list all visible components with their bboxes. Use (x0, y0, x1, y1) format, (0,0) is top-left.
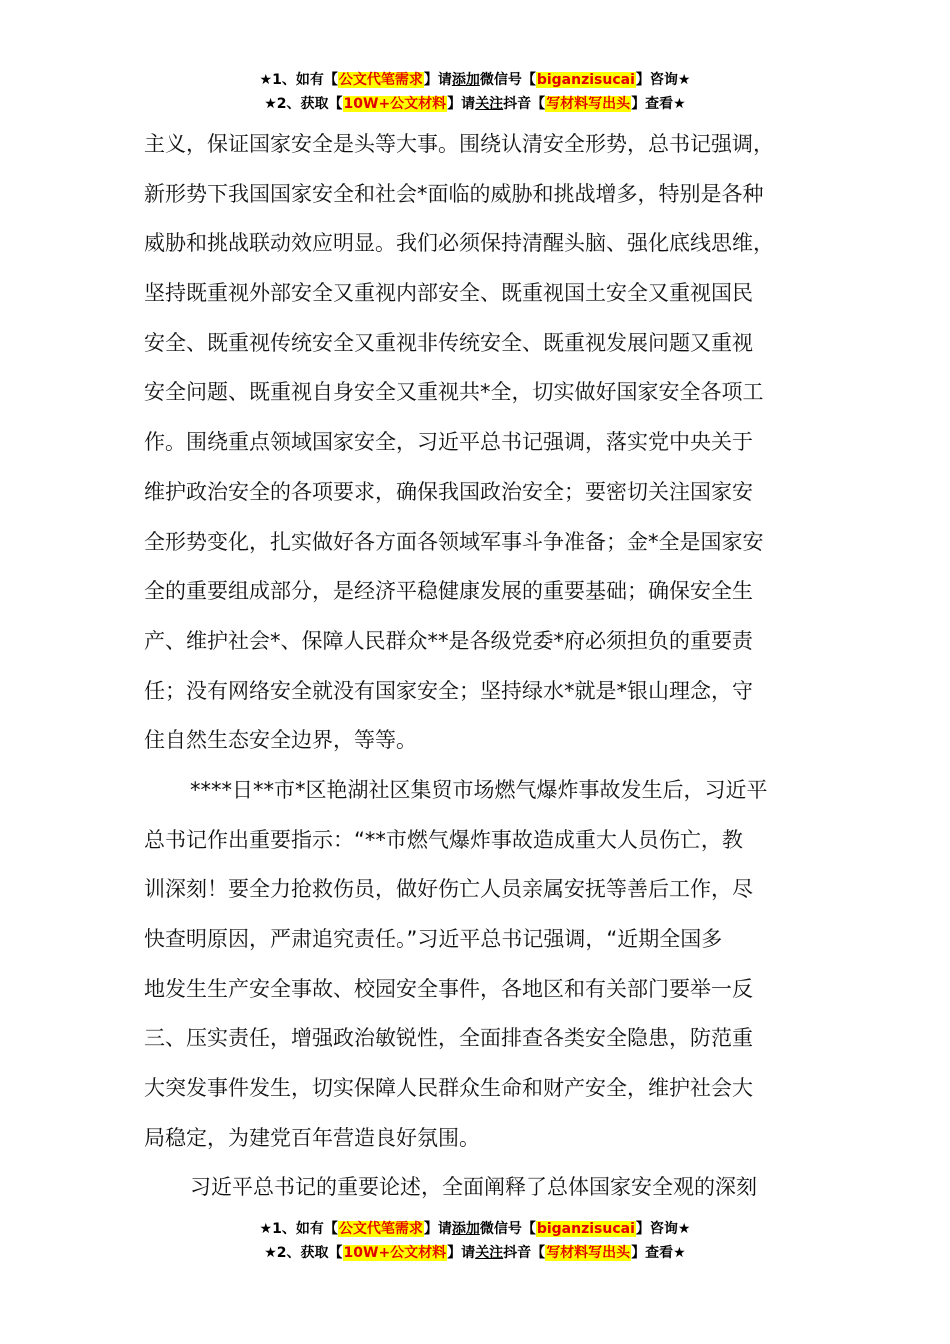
body-line: 任；没有网络安全就没有国家安全；坚持绿水*就是*银山理念，守 (144, 678, 753, 703)
promo-highlight: 公文代笔需求 (338, 1221, 423, 1237)
promo-text: 】请 (447, 1245, 476, 1261)
body-line: 快查明原因，严肃追究责任。”习近平总书记强调，“近期全国多 (144, 927, 723, 951)
promo-text: 】请 (447, 96, 476, 112)
promo-line-2 (0, 92, 950, 116)
body-line: 训深刻！要全力抢救伤员，做好伤亡人员亲属安抚等善后工作，尽 (144, 877, 753, 902)
body-line: 产、维护社会*、保障人民群众**是各级党委*府必须担负的重要责 (144, 628, 753, 653)
document-body (144, 120, 834, 1213)
promo-highlight: 写材料写出头 (546, 1245, 631, 1261)
promo-emphasis: 添加 (451, 1221, 480, 1237)
promo-highlight: 公文代笔需求 (338, 72, 423, 88)
body-line: 局稳定，为建党百年营造良好氛围。 (144, 1125, 480, 1150)
promo-text: 】请 (423, 72, 452, 88)
body-line: 安全、既重视传统安全又重视非传统安全、既重视发展问题又重视 (144, 330, 753, 355)
promo-line-2 (0, 1241, 950, 1265)
body-line: 威胁和挑战联动效应明显。我们必须保持清醒头脑、强化底线思维， (144, 231, 774, 256)
body-line: 全的重要组成部分，是经济平稳健康发展的重要基础；确保安全生 (144, 579, 753, 604)
promo-text: 微信号【 (479, 72, 536, 88)
body-line: 坚持既重视外部安全又重视内部安全、既重视国土安全又重视国民 (144, 281, 753, 306)
body-line: 作。围绕重点领域国家安全，习近平总书记强调，落实党中央关于 (144, 430, 753, 455)
promo-text: ★2、获取【 (264, 96, 343, 112)
body-line: 总书记作出重要指示：“**市燃气爆炸事故造成重大人员伤亡，教 (144, 827, 743, 852)
promo-text: 】查看★ (631, 96, 686, 112)
promo-text: ★2、获取【 (264, 1245, 343, 1261)
promo-text: ★1、如有【 (259, 1221, 338, 1237)
body-line: 维护政治安全的各项要求，确保我国政治安全；要密切关注国家安 (144, 479, 753, 504)
body-line: 安全问题、既重视自身安全又重视共*全，切实做好国家安全各项工 (144, 380, 764, 405)
promo-text: ★1、如有【 (259, 72, 338, 88)
body-line: 新形势下我国国家安全和社会*面临的威胁和挑战增多，特别是各种 (144, 181, 764, 206)
promo-emphasis: 添加 (451, 72, 480, 88)
promo-text: 】查看★ (631, 1245, 686, 1261)
body-line: 主义，保证国家安全是头等大事。围绕认清安全形势，总书记强调， (144, 132, 774, 156)
promo-text: 】咨询★ (635, 1221, 691, 1237)
paragraph-start-line: ****日**市*区艳湖社区集贸市场燃气爆炸事故发生后，习近平 (190, 777, 768, 802)
promo-line-1 (0, 68, 950, 92)
body-line: 三、压实责任，增强政治敏锐性，全面排查各类安全隐患，防范重 (144, 1026, 753, 1051)
promo-banner-bottom (0, 1217, 950, 1265)
body-line: 地发生生产安全事故、校园安全事件，各地区和有关部门要举一反 (144, 976, 753, 1001)
promo-text: 抖音【 (503, 1245, 546, 1261)
promo-text: 】请 (423, 1221, 452, 1237)
body-line: 全形势变化，扎实做好各方面各领域军事斗争准备；金*全是国家安 (144, 529, 764, 554)
promo-highlight: 写材料写出头 (546, 96, 631, 112)
promo-highlight: 10W+公文材料 (343, 96, 447, 112)
promo-highlight: biganzisucai (536, 1221, 635, 1237)
body-line: 大突发事件发生，切实保障人民群众生命和财产安全，维护社会大 (144, 1076, 753, 1101)
promo-text: 】咨询★ (635, 72, 691, 88)
paragraph-start-line: 习近平总书记的重要论述，全面阐释了总体国家安全观的深刻 (190, 1175, 757, 1200)
promo-text: 微信号【 (479, 1221, 536, 1237)
promo-highlight: 10W+公文材料 (343, 1245, 447, 1261)
promo-highlight: biganzisucai (536, 72, 635, 88)
promo-emphasis: 关注 (475, 1245, 504, 1261)
promo-emphasis: 关注 (475, 96, 504, 112)
promo-line-1 (0, 1217, 950, 1241)
body-line: 住自然生态安全边界，等等。 (144, 728, 417, 753)
promo-banner-top (0, 68, 950, 116)
promo-text: 抖音【 (503, 96, 546, 112)
